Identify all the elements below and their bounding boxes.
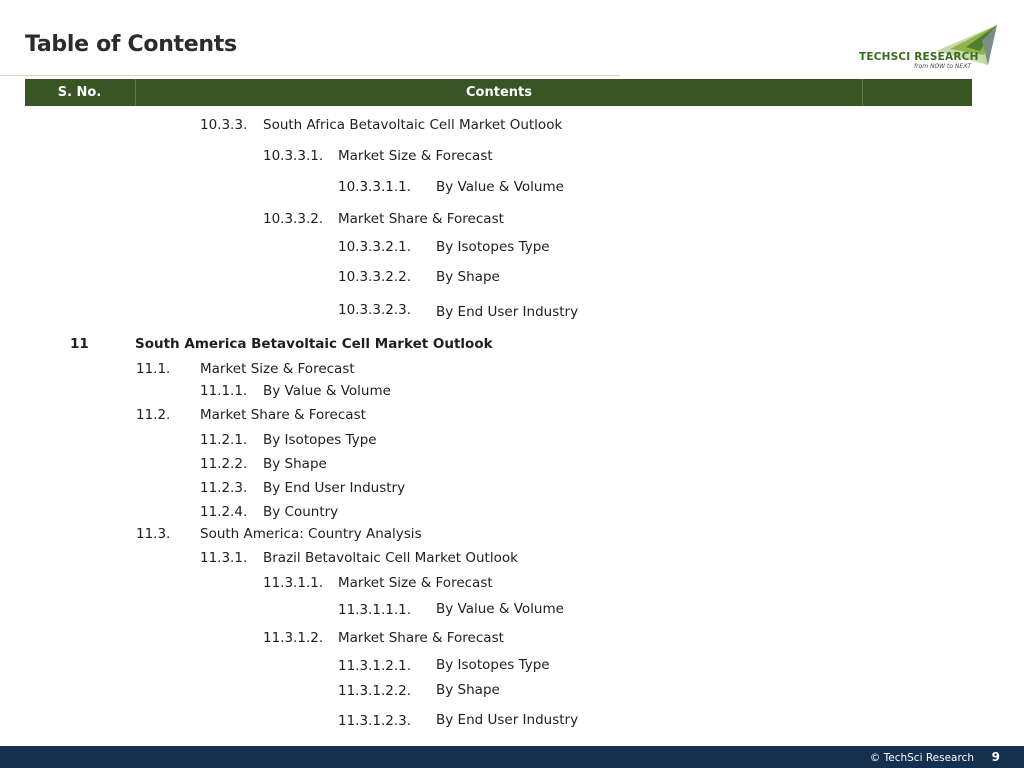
toc-number: 11.1.1.	[200, 383, 248, 399]
toc-number: 10.3.3.2.1.	[338, 239, 411, 255]
toc-text: Brazil Betavoltaic Cell Market Outlook	[263, 550, 518, 566]
toc-number: 11.3.1.2.	[263, 630, 324, 646]
toc-number: 10.3.3.2.3.	[338, 302, 411, 318]
toc-number: 11.1.	[136, 361, 171, 377]
page-number: 9	[991, 750, 1000, 764]
toc-text: By End User Industry	[436, 712, 579, 728]
title-divider	[0, 75, 620, 76]
toc-text: By Country	[263, 504, 339, 520]
company-logo	[856, 25, 1001, 73]
toc-text: South Africa Betavoltaic Cell Market Outlook	[263, 117, 563, 133]
footer-bar	[0, 746, 1024, 768]
header-sno: S. No.	[57, 85, 102, 100]
toc-number: 10.3.3.1.1.	[338, 179, 411, 195]
toc-text: By Shape	[263, 456, 327, 472]
toc-text: Market Size & Forecast	[200, 361, 355, 377]
toc-text: Market Share & Forecast	[200, 407, 366, 423]
toc-text: By Shape	[436, 269, 500, 285]
toc-number: 11.3.1.2.2.	[338, 683, 411, 699]
toc-text: Market Share & Forecast	[338, 211, 504, 227]
toc-text: By End User Industry	[263, 480, 406, 496]
table-header	[25, 79, 972, 106]
toc-number: 11.2.3.	[200, 480, 248, 496]
toc-number: 11.2.1.	[200, 432, 248, 448]
toc-number: 11.3.1.	[200, 550, 248, 566]
toc-text: Market Size & Forecast	[338, 575, 493, 591]
toc-text: South America: Country Analysis	[200, 526, 422, 542]
header-contents: Contents	[135, 79, 863, 106]
toc-text: South America Betavoltaic Cell Market Outlook	[135, 336, 493, 352]
toc-number: 11.3.1.2.1.	[338, 658, 411, 674]
toc-number: 11.3.1.1.1.	[338, 602, 411, 618]
toc-number: 10.3.3.	[200, 117, 248, 133]
toc-number: 10.3.3.2.2.	[338, 269, 411, 285]
logo-tagline: from NOW to NEXT	[913, 63, 971, 70]
toc-number: 11.3.1.1.	[263, 575, 324, 591]
toc-number: 10.3.3.2.	[263, 211, 324, 227]
toc-text: Market Share & Forecast	[338, 630, 504, 646]
toc-text: By Shape	[436, 682, 500, 698]
toc-text: By Value & Volume	[263, 383, 391, 399]
toc-number: 11.2.4.	[200, 504, 248, 520]
toc-number: 11.3.1.2.3.	[338, 713, 411, 729]
toc-text: By Isotopes Type	[436, 239, 550, 255]
toc-text: By Value & Volume	[436, 601, 564, 617]
toc-number: 11.2.2.	[200, 456, 248, 472]
toc-number: 10.3.3.1.	[263, 148, 324, 164]
toc-number: 11	[70, 336, 89, 352]
toc-number: 11.2.	[136, 407, 171, 423]
toc-text: By Isotopes Type	[436, 657, 550, 673]
toc-text: By End User Industry	[436, 304, 579, 320]
header-extra	[862, 79, 972, 106]
footer-copyright: © TechSci Research	[869, 752, 974, 764]
page-title: Table of Contents	[25, 32, 237, 57]
toc-text: Market Size & Forecast	[338, 148, 493, 164]
toc-text: By Isotopes Type	[263, 432, 377, 448]
toc-text: By Value & Volume	[436, 179, 564, 195]
logo-name: TECHSCI RESEARCH	[859, 51, 979, 63]
toc-number: 11.3.	[136, 526, 171, 542]
